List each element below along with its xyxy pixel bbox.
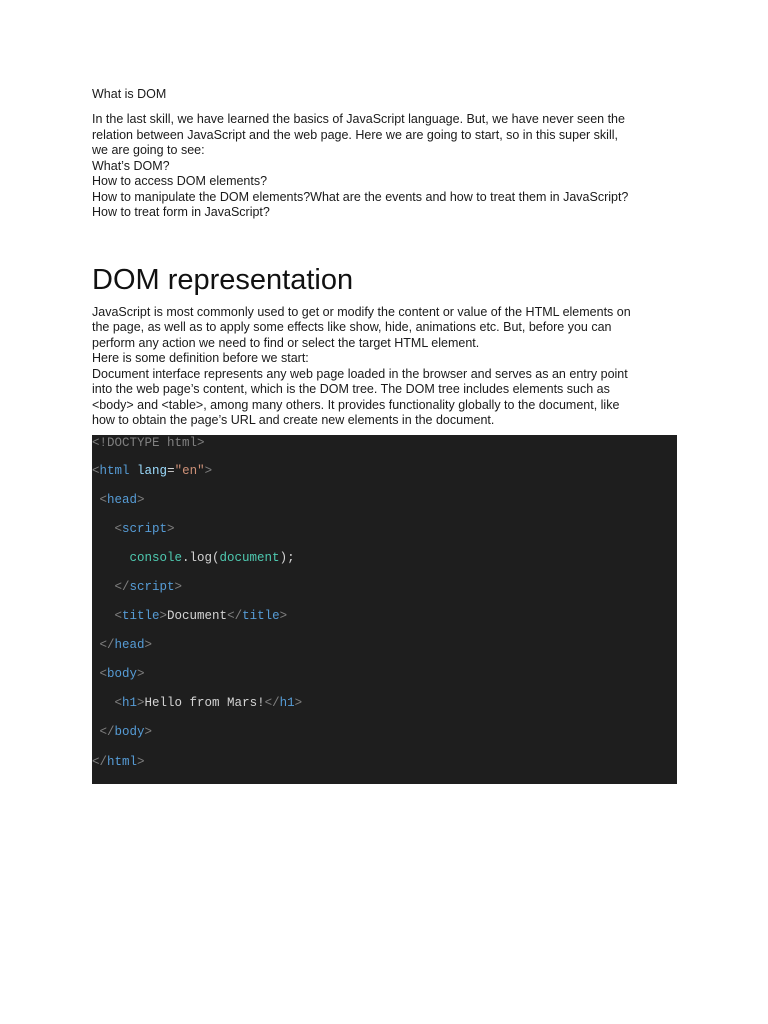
- code-token: </: [227, 609, 243, 624]
- section-line: JavaScript is most commonly used to get or modify the content or value of the HTML elements on: [92, 304, 631, 319]
- code-token: "en": [174, 463, 205, 478]
- code-token: </: [92, 754, 108, 769]
- code-token: >: [137, 696, 145, 711]
- code-token: h1: [122, 696, 138, 711]
- intro-line: relation between JavaScript and the web page. Here we are going to start, so in this super skill,: [92, 127, 618, 142]
- code-token: <!DOCTYPE html>: [92, 435, 205, 450]
- code-token: >: [159, 609, 168, 624]
- code-line: [92, 551, 677, 580]
- code-token: <: [92, 492, 108, 507]
- code-line: [92, 493, 677, 522]
- code-token: </: [92, 579, 130, 594]
- code-token: >: [137, 754, 145, 769]
- intro-line: What’s DOM?: [92, 158, 170, 173]
- code-token: head: [114, 638, 145, 653]
- code-token: =: [167, 463, 175, 478]
- intro-line: In the last skill, we have learned the basics of JavaScript language. But, we have never seen the: [92, 112, 625, 126]
- code-line: [92, 435, 677, 464]
- code-token: >: [137, 667, 145, 682]
- code-token: console: [129, 550, 183, 565]
- code-line: [92, 580, 677, 609]
- code-token: document: [219, 550, 280, 565]
- intro-line: How to treat form in JavaScript?: [92, 205, 270, 219]
- code-token: >: [144, 638, 153, 653]
- code-token: <: [92, 521, 123, 536]
- code-line: [92, 609, 677, 638]
- code-token: body: [107, 667, 138, 682]
- section-line: into the web page’s content, which is the DOM tree. The DOM tree includes elements such as: [92, 382, 610, 396]
- code-token: >: [204, 463, 213, 478]
- code-token: >: [279, 609, 288, 624]
- section-line: perform any action we need to find or select the target HTML element.: [92, 335, 480, 350]
- code-line: [92, 464, 677, 493]
- code-block: [92, 435, 677, 784]
- code-token: script: [122, 521, 168, 536]
- code-token: >: [144, 725, 153, 740]
- section-line: <body> and <table>, among many others. It provides functionality globally to the document, like: [92, 397, 620, 412]
- code-token: script: [129, 579, 175, 594]
- section-paragraph: [92, 305, 677, 429]
- code-token: h1: [279, 696, 295, 711]
- code-line: [92, 638, 677, 667]
- code-token: <: [92, 667, 108, 682]
- document-page: [92, 86, 677, 784]
- code-token: Document: [167, 609, 228, 624]
- code-token: head: [107, 492, 138, 507]
- section-line: the page, as well as to apply some effects like show, hide, animations etc. But, before you can: [92, 320, 612, 334]
- code-line: [92, 522, 677, 551]
- intro-line: we are going to see:: [92, 143, 205, 157]
- code-token: <: [92, 463, 100, 478]
- intro-line: How to access DOM elements?: [92, 174, 268, 188]
- code-line: [92, 755, 677, 784]
- code-token: title: [242, 609, 280, 624]
- code-token: <: [92, 609, 123, 624]
- code-token: Hello from Mars!: [144, 696, 265, 711]
- code-token: </: [92, 638, 115, 653]
- code-token: html: [99, 463, 130, 478]
- section-line: how to obtain the page’s URL and create new elements in the document.: [92, 413, 495, 427]
- code-token: >: [167, 521, 175, 536]
- code-token: [130, 464, 138, 478]
- code-line: [92, 725, 677, 754]
- code-token: lang: [137, 463, 168, 478]
- code-line: [92, 696, 677, 725]
- code-token: html: [107, 754, 138, 769]
- section-line: Here is some definition before we start:: [92, 351, 309, 365]
- code-token: title: [122, 609, 160, 624]
- section-heading: DOM representation: [92, 263, 354, 296]
- intro-title: What is DOM: [92, 87, 167, 101]
- code-token: );: [279, 550, 295, 565]
- code-token: [92, 551, 130, 565]
- code-token: <: [92, 696, 123, 711]
- code-token: >: [174, 579, 183, 594]
- code-token: >: [137, 492, 145, 507]
- code-token: >: [294, 696, 303, 711]
- code-token: </: [92, 725, 115, 740]
- code-token: body: [114, 725, 145, 740]
- section-line: Document interface represents any web page loaded in the browser and serves as an entry point: [92, 366, 628, 381]
- code-token: .log(: [182, 550, 220, 565]
- intro-paragraph: [92, 112, 677, 221]
- intro-line: How to manipulate the DOM elements?What are the events and how to treat them in JavaScript?: [92, 189, 629, 204]
- code-token: </: [264, 696, 280, 711]
- code-line: [92, 667, 677, 696]
